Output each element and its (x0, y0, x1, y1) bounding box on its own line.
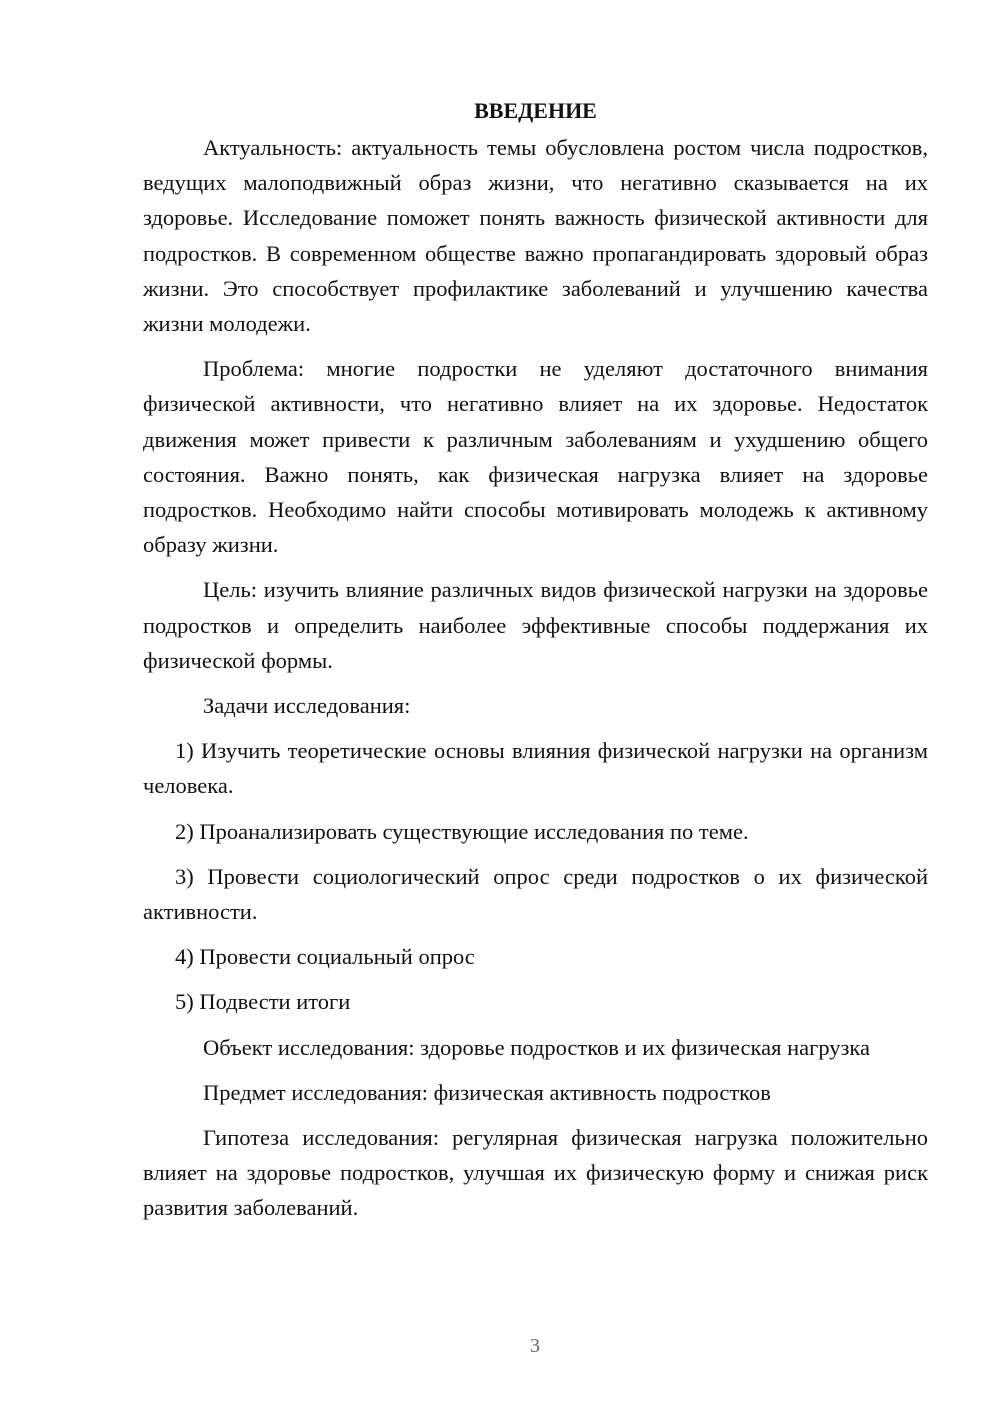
page-content (143, 96, 928, 1226)
research-object-paragraph: Объект исследования: здоровье подростков и их физическая нагрузка (203, 1034, 870, 1060)
tasks-heading: Задачи исследования: (203, 693, 411, 719)
page-number: 3 (530, 1335, 540, 1357)
task-item-3: 3) Провести социологический опрос среди подростков о их физической активности. (143, 863, 928, 925)
goal-paragraph: Цель: изучить влияние различных видов физической нагрузки на здоровье подростков и определить наиболее эффективные способы поддержания их физической формы. (143, 577, 928, 673)
relevance-paragraph: Актуальность: актуальность темы обусловлена ростом числа подростков, ведущих малоподвижный образ жизни, что негативно сказывается на их здоровье. Исследование поможет понять важность физической активности для подростков. В современном обществе важно пропагандировать здоровый образ жизни. Это способствует профилактике заболеваний и улучшению качества жизни молодежи. (143, 135, 928, 337)
task-item-2: 2) Проанализировать существующие исследования по теме. (175, 818, 749, 844)
research-subject-paragraph: Предмет исследования: физическая активность подростков (203, 1079, 771, 1105)
task-item-5: 5) Подвести итоги (175, 989, 351, 1015)
task-item-4: 4) Провести социальный опрос (175, 944, 475, 970)
section-title: ВВЕДЕНИЕ (474, 98, 597, 123)
task-item-1: 1) Изучить теоретические основы влияния физической нагрузки на организм человека. (143, 738, 928, 799)
hypothesis-paragraph: Гипотеза исследования: регулярная физическая нагрузка положительно влияет на здоровье подростков, улучшая их физическую форму и снижая риск развития заболеваний. (143, 1125, 928, 1221)
problem-paragraph: Проблема: многие подростки не уделяют достаточного внимания физической активности, что негативно влияет на их здоровье. Недостаток движения может привести к различным заболеваниям и ухудшению общего состояния. Важно понять, как физическая нагрузка влияет на здоровье подростков. Необходимо найти способы мотивировать молодежь к активному образу жизни. (143, 356, 928, 558)
